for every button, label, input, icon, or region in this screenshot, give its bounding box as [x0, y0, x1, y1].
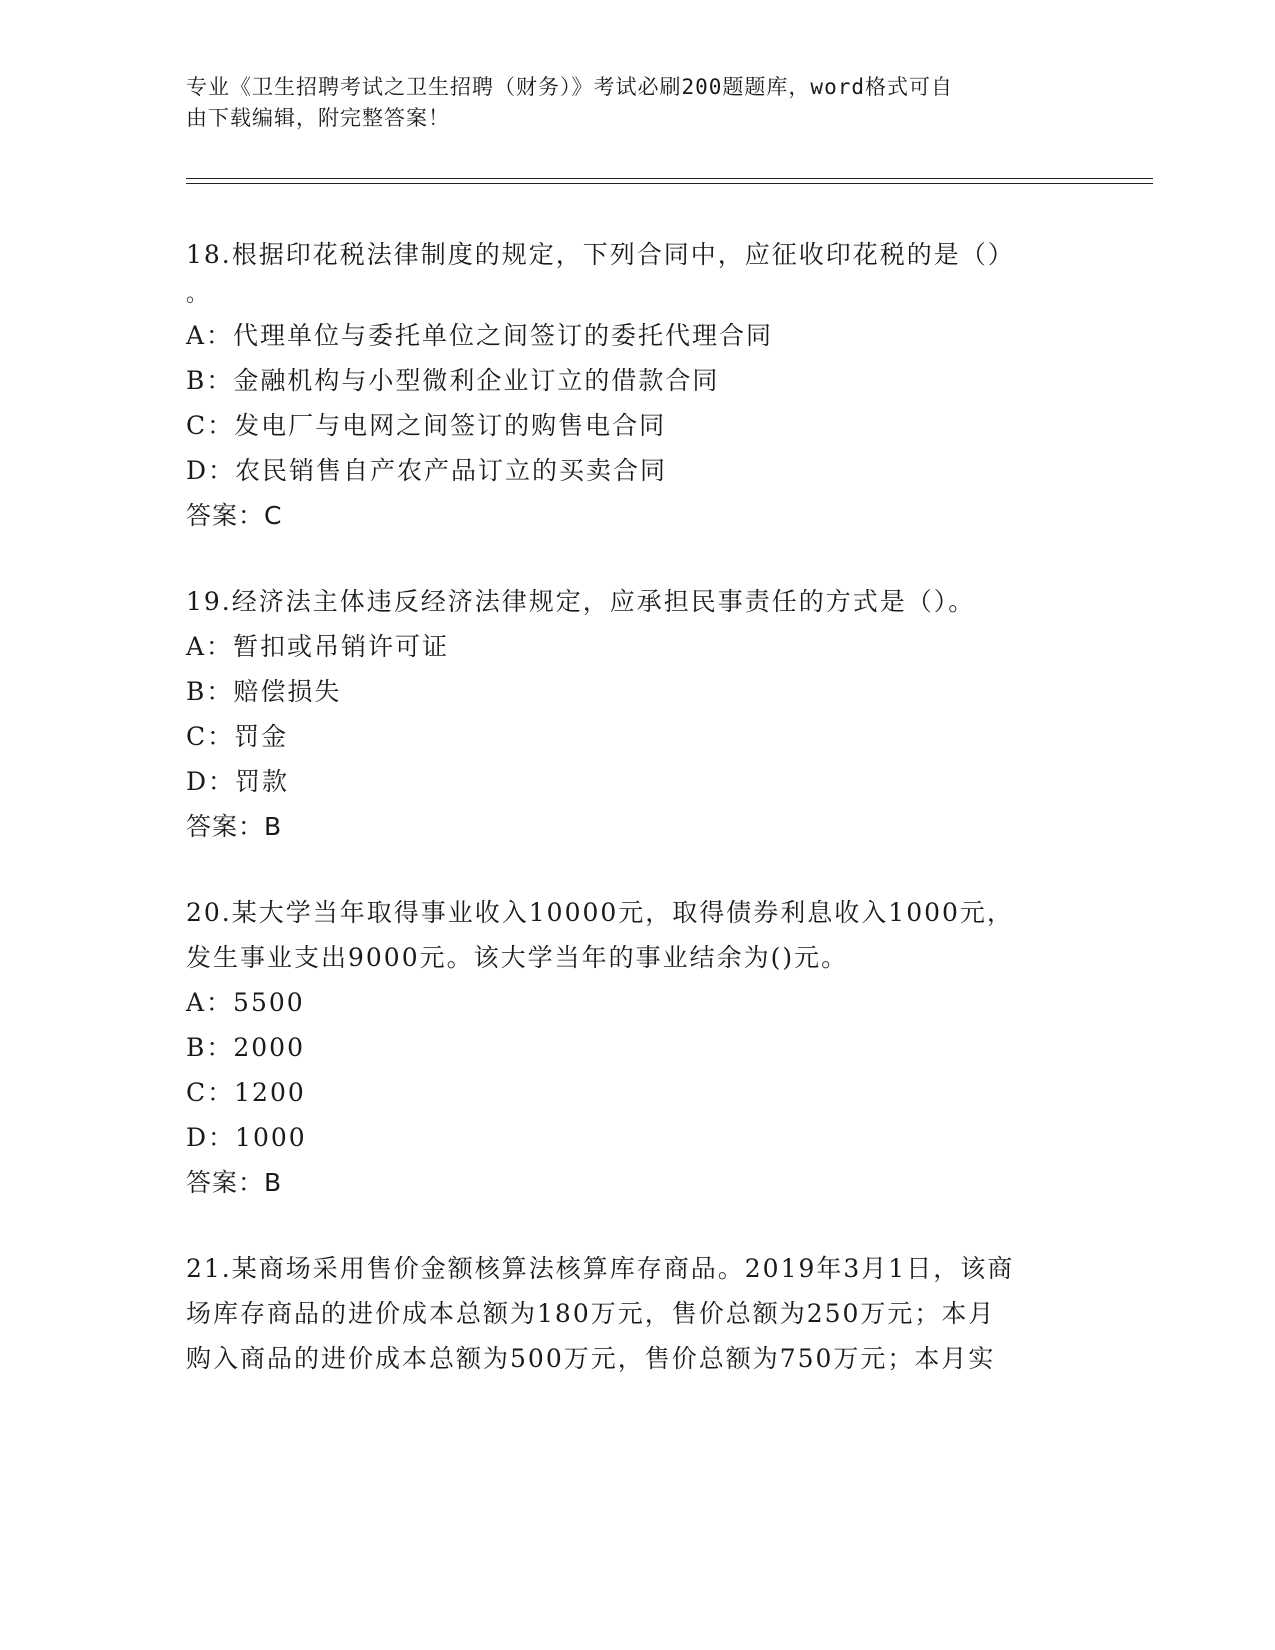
- answer-line: 答案：C: [186, 501, 283, 530]
- question-list: [186, 232, 1086, 1381]
- option-b: B：金融机构与小型微利企业订立的借款合同: [186, 366, 720, 395]
- question-20: [186, 890, 1086, 1205]
- option-d: D：农民销售自产农产品订立的买卖合同: [186, 456, 668, 485]
- question-stem: [186, 232, 1086, 313]
- document-header: [186, 72, 1066, 134]
- question-21: [186, 1246, 1086, 1381]
- option-a: A：5500: [186, 988, 305, 1017]
- header-intro-line-1: 专业《卫生招聘考试之卫生招聘（财务）》考试必刷200题题库，word格式可自: [186, 75, 953, 99]
- option-a: A：暂扣或吊销许可证: [186, 632, 450, 661]
- option-d: D：罚款: [186, 767, 290, 796]
- question-spacer: [186, 1205, 1086, 1246]
- option-b: B：2000: [186, 1033, 305, 1062]
- option-c: C：发电厂与电网之间签订的购售电合同: [186, 411, 667, 440]
- option-a: A：代理单位与委托单位之间签订的委托代理合同: [186, 321, 774, 350]
- header-divider-bottom: [186, 183, 1153, 184]
- answer-line: 答案：B: [186, 1168, 283, 1197]
- option-d: D：1000: [186, 1123, 307, 1152]
- question-stem-line-1: 21.某商场采用售价金额核算法核算库存商品。2019年3月1日，该商: [186, 1254, 1015, 1283]
- header-divider-top: [186, 178, 1153, 179]
- header-intro-line-2: 由下载编辑，附完整答案！: [186, 106, 450, 130]
- question-stem-line-1: 20.某大学当年取得事业收入10000元，取得债券利息收入1000元，: [186, 898, 1014, 927]
- question-stem-line-2: 发生事业支出9000元。该大学当年的事业结余为()元。: [186, 943, 849, 972]
- question-stem: 19.经济法主体违反经济法律规定，应承担民事责任的方式是（）。: [186, 587, 976, 616]
- question-spacer: [186, 849, 1086, 890]
- option-b: B：赔偿损失: [186, 677, 342, 706]
- question-19: [186, 579, 1086, 849]
- question-stem-line-2: 场库存商品的进价成本总额为180万元，售价总额为250万元；本月: [186, 1299, 996, 1328]
- question-18: [186, 232, 1086, 538]
- option-c: C：罚金: [186, 722, 289, 751]
- question-stem-line-3: 购入商品的进价成本总额为500万元，售价总额为750万元；本月实: [186, 1344, 996, 1373]
- answer-line: 答案：B: [186, 812, 283, 841]
- question-stem-trail: 。: [186, 282, 211, 307]
- question-spacer: [186, 538, 1086, 579]
- option-c: C：1200: [186, 1078, 306, 1107]
- question-stem-text: 18.根据印花税法律制度的规定，下列合同中，应征收印花税的是（）: [186, 240, 1015, 269]
